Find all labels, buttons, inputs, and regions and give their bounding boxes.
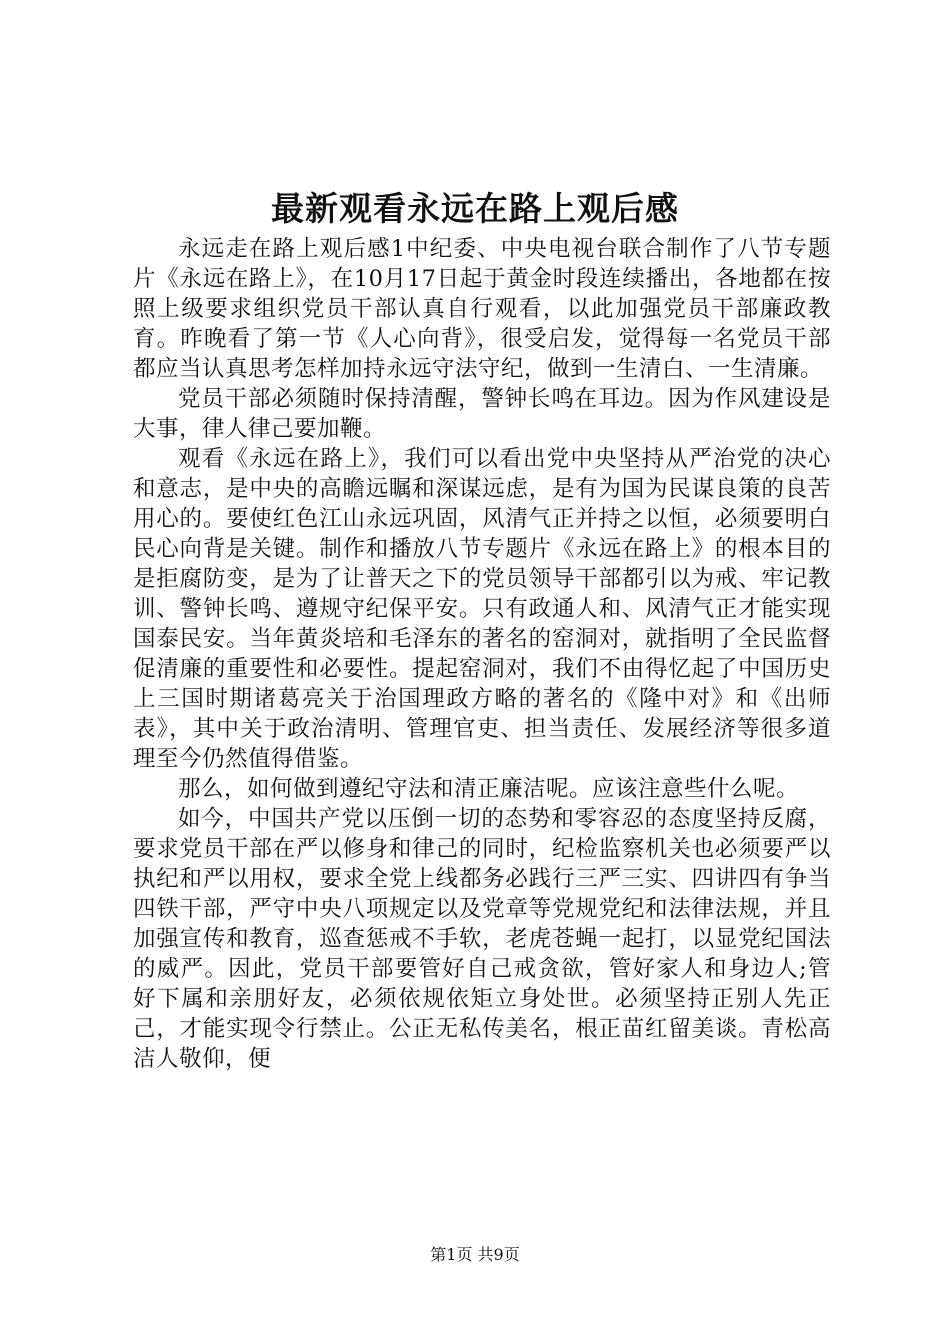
paragraph-1: 永远走在路上观后感1中纪委、中央电视台联合制作了八节专题片《永远在路上》，在10月17日起于黄金时段连续播出，各地都在按照上级要求组织党员干部认真自行观看，以此加强党员干部廉政教育。昨晚看了第一节《人心向背》，很受启发，觉得每一名党员干部都应当认真思考怎样加持永远守法守纪，做到一生清白、一生清廉。	[133, 236, 831, 382]
paragraph-4: 那么，如何做到遵纪守法和清正廉洁呢。应该注意些什么呢。	[178, 776, 800, 802]
paragraph-5: 如今，中国共产党以压倒一切的态势和零容忍的态度坚持反腐，要求党员干部在严以修身和律己的同时，纪检监察机关也必须要严以执纪和严以用权，要求全党上线都务必践行三严三实、四讲四有争当四铁干部，严守中央八项规定以及党章等党规党纪和法律法规，并且加强宣传和教育，巡查惩戒不手软，老虎苍蝇一起打，以显党纪国法的威严。因此，党员干部要管好自己戒贪欲，管好家人和身边人;管好下属和亲朋好友，必须依规依矩立身处世。必须坚持正别人先正己，才能实现令行禁止。公正无私传美名，根正苗红留美谈。青松高洁人敬仰，便	[133, 806, 831, 1072]
page-number-footer: 第1页 共9页	[430, 1245, 520, 1264]
paragraph-3: 观看《永远在路上》，我们可以看出党中央坚持从严治党的决心和意志，是中央的高瞻远瞩和深谋远虑，是有为国为民谋良策的良苦用心的。要使红色江山永远巩固，风清气正并持之以恒，必须要明白民心向背是关键。制作和播放八节专题片《永远在路上》的根本目的是拒腐防变，是为了让普天之下的党员领导干部都引以为戒、牢记教训、警钟长鸣、遵规守纪保平安。只有政通人和、风清气正才能实现国泰民安。当年黄炎培和毛泽东的著名的窑洞对，就指明了全民监督促清廉的重要性和必要性。提起窑洞对，我们不由得忆起了中国历史上三国时期诸葛亮关于治国理政方略的著名的《隆中对》和《出师表》，其中关于政治清明、管理官吏、担当责任、发展经济等很多道理至今仍然值得借鉴。	[133, 446, 831, 772]
document-body	[133, 234, 831, 1074]
paragraph-2: 党员干部必须随时保持清醒，警钟长鸣在耳边。因为作风建设是大事，律人律己要加鞭。	[133, 386, 831, 442]
document-title: 最新观看永远在路上观后感	[271, 189, 679, 228]
